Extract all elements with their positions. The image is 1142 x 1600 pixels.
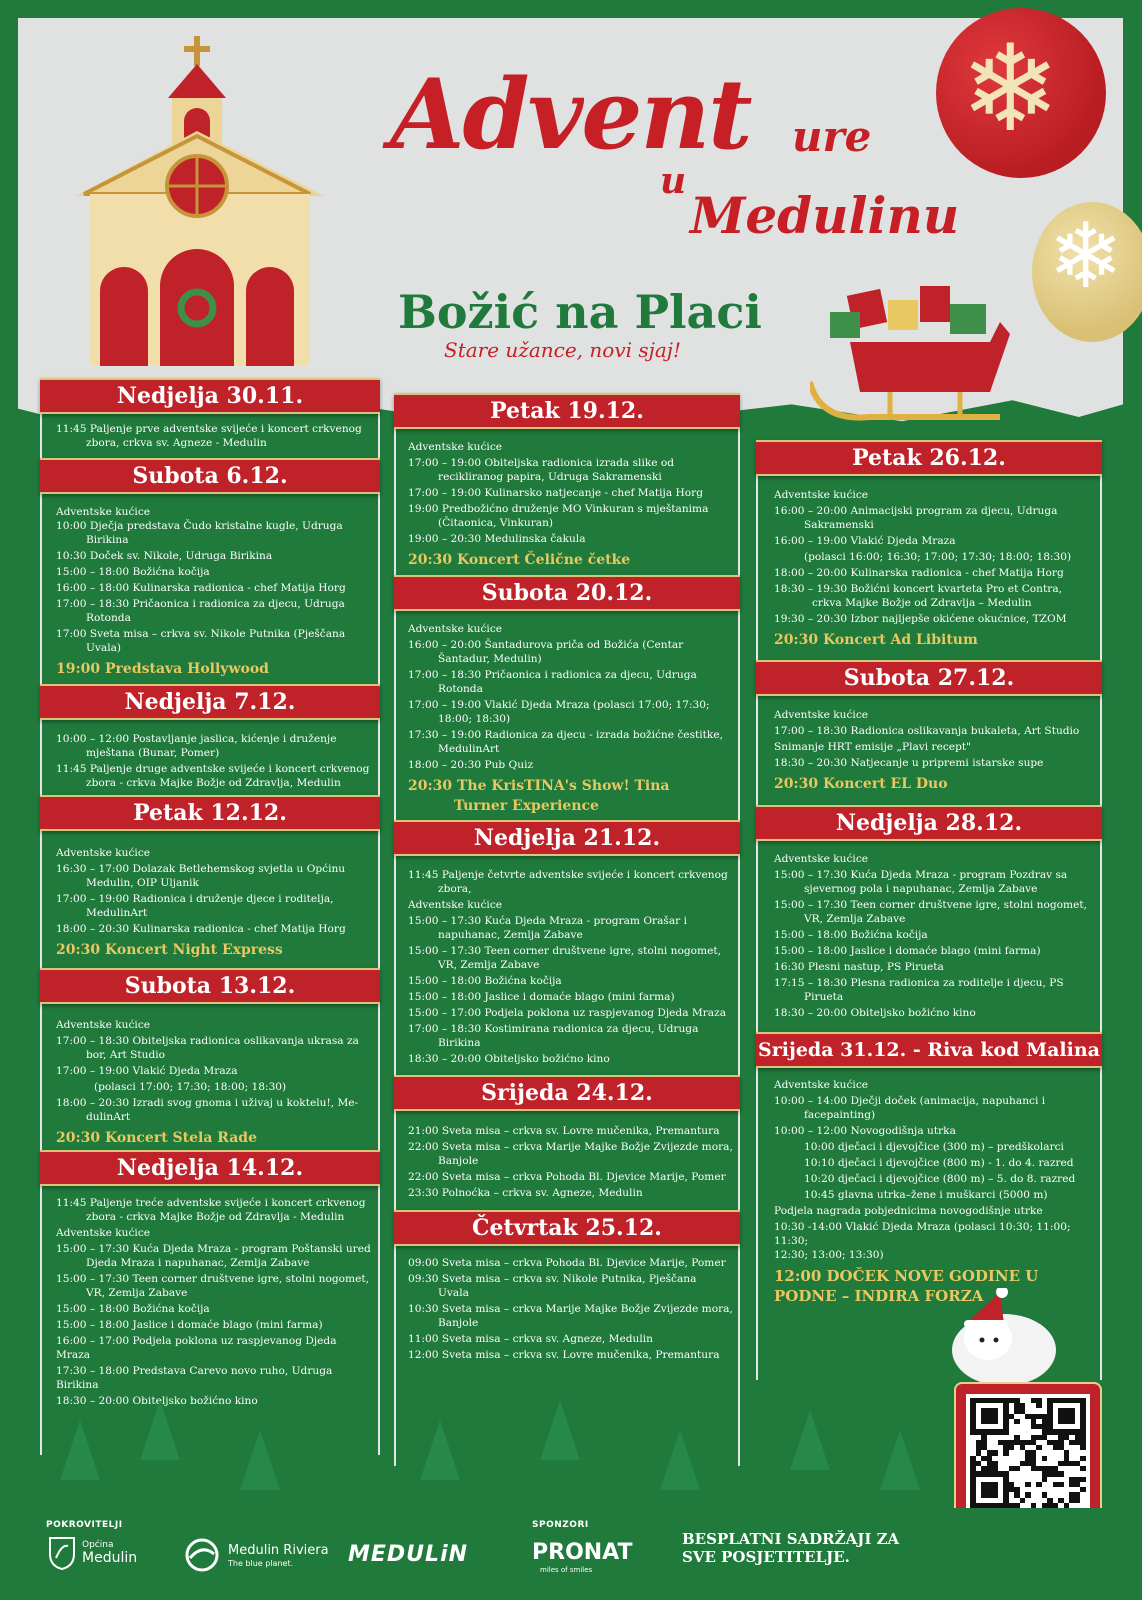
- event-line: 18:30 – 20:30 Natjecanje u pripremi istarske supe: [774, 757, 1044, 769]
- event-line: 15:00 – 18:00 Božićna kočija: [774, 929, 928, 941]
- highlight-event: PODNE – INDIRA FORZA: [774, 1287, 984, 1305]
- event-line: 18:00 – 20:30 Kulinarska radionica - chef Matija Horg: [56, 923, 346, 935]
- event-line: Banjole: [438, 1155, 479, 1167]
- event-line: Rotonda: [86, 612, 131, 624]
- tree-decoration: [60, 1420, 100, 1480]
- subtitle: Božić na Placi: [398, 285, 762, 339]
- event-line: (Čitaonica, Vinkuran): [438, 517, 554, 529]
- event-line: 16:00 – 19:00 Vlakić Djeda Mraza: [774, 535, 956, 547]
- event-line: Adventske kućice: [408, 441, 503, 453]
- event-line: Birikina: [438, 1037, 481, 1049]
- opcina-name: Medulin: [82, 1550, 138, 1566]
- event-line: 16:00 – 20:00 Šantadurova priča od Božića (Centar: [408, 639, 684, 651]
- tree-decoration: [660, 1430, 700, 1490]
- event-line: zbora - crkva Majke Božje od Zdravlja - Medulin: [86, 1211, 345, 1223]
- day-header: Nedjelja 21.12.: [394, 820, 740, 856]
- event-line: 15:00 – 18:00 Božićna kočija: [408, 975, 562, 987]
- event-line: sjevernog pola i napuhanac, Zemlja Zabave: [804, 883, 1038, 895]
- event-line: 10:30 Sveta misa – crkva Marije Majke Božje Zvijezde mora,: [408, 1303, 733, 1315]
- event-line: 16:00 – 17:00 Podjela poklona uz raspjevanog Djeda Mraza: [56, 1335, 337, 1361]
- event-line: dulinArt: [86, 1111, 131, 1123]
- day-events: [408, 1124, 734, 1200]
- event-line: 18:00 – 20:30 Izradi svog gnoma i uživaj u koktelu!, Me-: [56, 1097, 359, 1109]
- tree-decoration: [540, 1400, 580, 1460]
- event-line: Uvala: [438, 1287, 469, 1299]
- event-line: zbora, crkva sv. Agneze - Medulin: [86, 437, 267, 449]
- event-line: 19:00 – 20:30 Medulinska čakula: [408, 533, 586, 545]
- event-line: 12:00 Sveta misa – crkva sv. Lovre mučenika, Premantura: [408, 1349, 720, 1361]
- event-line: Adventske kućice: [56, 1019, 151, 1031]
- shield-icon: [48, 1536, 76, 1570]
- event-line: 10:00 – 14:00 Dječji doček (animacija, napuhanci i: [774, 1095, 1046, 1107]
- event-line: 15:00 – 18:00 Jaslice i domaće blago (mini farma): [408, 991, 675, 1003]
- day-events: [408, 440, 734, 570]
- qr-code[interactable]: [966, 1394, 1090, 1512]
- church-illustration: [76, 36, 324, 366]
- snowflake-icon: ❄: [960, 20, 1061, 159]
- event-line: 15:00 – 18:00 Jaslice i domaće blago (mini farma): [774, 945, 1041, 957]
- event-line: 17:00 – 18:30 Pričaonica i radionica za djecu, Udruga: [56, 598, 345, 610]
- day-header: Nedjelja 30.11.: [40, 378, 380, 414]
- event-line: napuhanac, Zemlja Zabave: [438, 929, 583, 941]
- event-line: MedulinArt: [86, 907, 148, 919]
- day-events: [774, 488, 1096, 650]
- day-events: [408, 868, 734, 1066]
- event-line: 22:00 Sveta misa – crkva Marije Majke Božje Zvijezde mora,: [408, 1141, 733, 1153]
- event-line: 15:00 – 17:30 Teen corner društvene igre, stolni nogomet,: [408, 945, 721, 957]
- event-line: facepainting): [804, 1109, 876, 1121]
- event-line: Adventske kućice: [408, 623, 503, 635]
- title-ure: ure: [792, 112, 872, 161]
- day-header: Subota 13.12.: [40, 968, 380, 1004]
- event-line: 21:00 Sveta misa – crkva sv. Lovre mučenika, Premantura: [408, 1125, 720, 1137]
- event-line: 11:45 Paljenje četvrte adventske svijeće i koncert crkvenog: [408, 869, 728, 881]
- event-line: 15:00 – 17:00 Podjela poklona uz raspjevanog Djeda Mraza: [408, 1007, 727, 1019]
- event-line: 10:00 dječaci i djevojčice (300 m) – predškolarci: [804, 1141, 1064, 1153]
- event-line: 15:00 – 18:00 Božićna kočija: [56, 1303, 210, 1315]
- free-content-notice: [682, 1530, 899, 1566]
- day-events: [56, 1196, 372, 1408]
- tree-decoration: [420, 1420, 460, 1480]
- event-line: 17:00 – 19:00 Vlakić Djeda Mraza (polasci 17:00; 17:30;: [408, 699, 710, 711]
- event-line: VR, Zemlja Zabave: [438, 959, 540, 971]
- event-line: 18:30 – 20:00 Obiteljsko božićno kino: [774, 1007, 976, 1019]
- day-events: [56, 732, 372, 790]
- event-line: Adventske kućice: [774, 853, 869, 865]
- event-line: 17:30 – 19:00 Radionica za djecu - izrada božićne čestitke,: [408, 729, 723, 741]
- event-line: 10:00 Dječja predstava Čudo kristalne kugle, Udruga: [56, 520, 343, 532]
- day-header: Srijeda 31.12. - Riva kod Malina: [756, 1032, 1102, 1068]
- event-line: (polasci 16:00; 16:30; 17:00; 17:30; 18:00; 18:30): [804, 551, 1072, 563]
- event-line: 18:30 – 20:00 Obiteljsko božićno kino: [56, 1395, 258, 1407]
- event-line: 10:00 – 12:00 Novogodišnja utrka: [774, 1125, 956, 1137]
- tree-decoration: [140, 1400, 180, 1460]
- event-line: 17:00 Sveta misa – crkva sv. Nikole Putnika (Pješčana: [56, 628, 346, 640]
- event-line: Snimanje HRT emisije „Plavi recept": [774, 741, 971, 753]
- event-line: Adventske kućice: [408, 899, 503, 911]
- event-line: Rotonda: [438, 683, 483, 695]
- day-header: Petak 26.12.: [756, 440, 1102, 476]
- event-line: Pirueta: [804, 991, 844, 1003]
- event-line: 22:00 Sveta misa – crkva Pohoda Bl. Djevice Marije, Pomer: [408, 1171, 726, 1183]
- day-header: Subota 27.12.: [756, 660, 1102, 696]
- event-line: Birikina: [86, 534, 129, 546]
- day-events: [774, 708, 1096, 794]
- event-line: Sakramenski: [804, 519, 874, 531]
- day-header: Srijeda 24.12.: [394, 1075, 740, 1111]
- event-line: Adventske kućice: [774, 489, 869, 501]
- event-line: 17:30 – 18:00 Predstava Carevo novo ruho, Udruga Birikina: [56, 1365, 333, 1391]
- event-line: 19:30 – 20:30 Izbor najljepše okićene okućnice, TZOM: [774, 613, 1067, 625]
- day-events: [56, 846, 372, 960]
- day-header: Četvrtak 25.12.: [394, 1210, 740, 1246]
- event-line: MedulinArt: [438, 743, 500, 755]
- medulin-logo: MEDULiN: [348, 1542, 469, 1567]
- event-line: 11:45 Paljenje druge adventske svijeće i koncert crkvenog: [56, 763, 370, 775]
- highlight-event: 20:30 The KrisTINA's Show! Tina: [408, 778, 670, 794]
- highlight-event: 20:30 Koncert Stela Rade: [56, 1130, 258, 1146]
- day-events: [774, 1078, 1096, 1306]
- event-line: 16:30 – 17:00 Dolazak Betlehemskog svjetla u Općinu: [56, 863, 346, 875]
- event-line: zbora - crkva Majke Božje od Zdravlja, Medulin: [86, 777, 341, 789]
- event-line: VR, Zemlja Zabave: [86, 1287, 188, 1299]
- event-line: 15:00 – 17:30 Teen corner društvene igre, stolni nogomet,: [774, 899, 1087, 911]
- event-line: 15:00 – 17:30 Kuća Djeda Mraza - program Pozdrav sa: [774, 869, 1068, 881]
- event-line: 18:30 – 20:00 Obiteljsko božićno kino: [408, 1053, 610, 1065]
- event-line: 17:00 – 19:00 Kulinarsko natjecanje - chef Matija Horg: [408, 487, 703, 499]
- event-line: 11:00 Sveta misa – crkva sv. Agneze, Medulin: [408, 1333, 653, 1345]
- day-events: [408, 1256, 734, 1362]
- day-events: [56, 505, 372, 679]
- opcina-label: Općina: [82, 1540, 114, 1550]
- event-line: Adventske kućice: [56, 506, 151, 518]
- event-line: 11:45 Paljenje prve adventske svijeće i koncert crkvenog: [56, 423, 362, 435]
- highlight-event: 20:30 Koncert Čelične četke: [408, 552, 631, 568]
- riviera-logo-icon: [182, 1538, 222, 1572]
- event-line: 10:20 dječaci i djevojčice (800 m) – 5. do 8. razred: [804, 1173, 1076, 1185]
- highlight-event: 20:30 Koncert Night Express: [56, 942, 283, 958]
- pronat-subtitle: miles of smiles: [540, 1566, 593, 1574]
- event-line: 23:30 Polnoćka – crkva sv. Agneze, Medulin: [408, 1187, 643, 1199]
- riviera-subtitle: The blue planet.: [228, 1559, 294, 1568]
- event-line: crkva Majke Božje od Zdravlja – Medulin: [812, 597, 1032, 609]
- tree-decoration: [240, 1430, 280, 1490]
- day-header: Nedjelja 14.12.: [40, 1150, 380, 1186]
- event-line: 10:30 Doček sv. Nikole, Udruga Birikina: [56, 550, 273, 562]
- event-line: (polasci 17:00; 17:30; 18:00; 18:30): [94, 1081, 287, 1093]
- event-line: 12:30; 13:00; 13:30): [774, 1249, 884, 1261]
- day-header: Nedjelja 7.12.: [40, 684, 380, 720]
- title-u: u: [660, 160, 687, 202]
- event-line: Adventske kućice: [56, 847, 151, 859]
- event-line: 15:00 – 17:30 Kuća Djeda Mraza - program Poštanski ured: [56, 1243, 371, 1255]
- event-line: Uvala): [86, 642, 122, 654]
- event-line: 15:00 – 18:00 Jaslice i domaće blago (mini farma): [56, 1319, 323, 1331]
- event-line: Šantadur, Medulin): [438, 653, 542, 665]
- tagline: Stare užance, novi sjaj!: [444, 338, 681, 362]
- event-line: bor, Art Studio: [86, 1049, 166, 1061]
- event-line: recikliranog papira, Udruga Sakramenski: [438, 471, 662, 483]
- event-line: Djeda Mraza i napuhanac, Zemlja Zabave: [86, 1257, 310, 1269]
- event-line: Adventske kućice: [56, 1227, 151, 1239]
- event-line: zbora,: [438, 883, 472, 895]
- event-line: 10:00 – 12:00 Postavljanje jaslica, kićenje i druženje: [56, 733, 337, 745]
- event-line: 17:00 – 18:30 Obiteljska radionica oslikavanja ukrasa za: [56, 1035, 359, 1047]
- tree-decoration: [880, 1430, 920, 1490]
- event-line: 15:00 – 18:00 Božićna kočija: [56, 566, 210, 578]
- day-events: [408, 622, 734, 816]
- event-line: 17:00 – 19:00 Vlakić Djeda Mraza: [56, 1065, 238, 1077]
- event-line: 18:30 – 19:30 Božićni koncert kvarteta Pro et Contra,: [774, 583, 1063, 595]
- pronat-logo: PRONAT: [532, 1540, 633, 1565]
- event-line: 17:00 – 18:30 Kostimirana radionica za djecu, Udruga: [408, 1023, 699, 1035]
- day-header: Subota 20.12.: [394, 575, 740, 611]
- event-line: 15:00 – 17:30 Teen corner društvene igre, stolni nogomet,: [56, 1273, 369, 1285]
- event-line: 17:00 – 18:30 Pričaonica i radionica za djecu, Udruga: [408, 669, 697, 681]
- title-advent: Advent: [390, 58, 751, 171]
- event-line: 11:45 Paljenje treće adventske svijeće i koncert crkvenog: [56, 1197, 366, 1209]
- highlight-event: 20:30 Koncert EL Duo: [774, 776, 948, 792]
- event-line: Podjela nagrada pobjednicima novogodišnje utrke: [774, 1205, 1043, 1217]
- event-line: Medulin, OIP Uljanik: [86, 877, 199, 889]
- event-line: mještana (Bunar, Pomer): [86, 747, 220, 759]
- highlight-event: 20:30 Koncert Ad Libitum: [774, 632, 978, 648]
- event-line: Banjole: [438, 1317, 479, 1329]
- snowflake-icon: ❄: [1048, 204, 1124, 309]
- event-line: 10:10 dječaci i djevojčice (800 m) - 1. do 4. razred: [804, 1157, 1074, 1169]
- day-events: [774, 852, 1096, 1020]
- event-line: 10:45 glavna utrka–žene i muškarci (5000 m): [804, 1189, 1048, 1201]
- event-line: 15:00 – 17:30 Kuća Djeda Mraza - program Orašar i: [408, 915, 687, 927]
- event-line: 17:00 – 18:30 Radionica oslikavanja bukaleta, Art Studio: [774, 725, 1080, 737]
- event-line: 09:30 Sveta misa – crkva sv. Nikole Putnika, Pješčana: [408, 1273, 697, 1285]
- event-line: Adventske kućice: [774, 1079, 869, 1091]
- day-events: [56, 422, 372, 450]
- sponsors-label: POKROVITELJI: [46, 1520, 123, 1530]
- event-line: 18:00; 18:30): [438, 713, 511, 725]
- event-line: 10:30 -14:00 Vlakić Djeda Mraza (polasci 10:30; 11:00; 11:30;: [774, 1221, 1071, 1247]
- event-line: VR, Zemlja Zabave: [804, 913, 906, 925]
- event-line: 18:00 – 20:00 Kulinarska radionica - chef Matija Horg: [774, 567, 1064, 579]
- free-line: BESPLATNI SADRŽAJI ZA: [682, 1530, 900, 1548]
- sponsors-label: SPONZORI: [532, 1520, 589, 1530]
- tree-decoration: [790, 1410, 830, 1470]
- riviera-name: Medulin Riviera: [228, 1543, 329, 1558]
- event-line: 18:00 – 20:30 Pub Quiz: [408, 759, 534, 771]
- highlight-event: Turner Experience: [454, 798, 599, 814]
- event-line: 16:00 – 20:00 Animacijski program za djecu, Udruga: [774, 505, 1058, 517]
- event-line: 17:15 – 18:30 Plesna radionica za roditelje i djecu, PS: [774, 977, 1064, 989]
- event-line: 19:00 Predbožićno druženje MO Vinkuran s mještanima: [408, 503, 709, 515]
- event-line: 09:00 Sveta misa – crkva Pohoda Bl. Djevice Marije, Pomer: [408, 1257, 726, 1269]
- free-line: SVE POSJETITELJE.: [682, 1548, 850, 1566]
- day-header: Petak 19.12.: [394, 393, 740, 429]
- sheep-illustration: [944, 1288, 1064, 1388]
- day-header: Nedjelja 28.12.: [756, 805, 1102, 841]
- sleigh-illustration: [810, 282, 1020, 432]
- highlight-event: 19:00 Predstava Hollywood: [56, 661, 269, 677]
- event-line: Adventske kućice: [774, 709, 869, 721]
- event-line: 16:00 – 18:00 Kulinarska radionica - chef Matija Horg: [56, 582, 346, 594]
- event-line: 17:00 – 19:00 Obiteljska radionica izrada slike od: [408, 457, 675, 469]
- day-header: Subota 6.12.: [40, 458, 380, 494]
- title-medulinu: Medulinu: [690, 186, 960, 245]
- event-line: 17:00 – 19:00 Radionica i druženje djece i roditelja,: [56, 893, 334, 905]
- highlight-event: 12:00 DOČEK NOVE GODINE U: [774, 1267, 1039, 1285]
- day-events: [56, 1018, 372, 1148]
- day-header: Petak 12.12.: [40, 795, 380, 831]
- event-line: 16:30 Plesni nastup, PS Pirueta: [774, 961, 944, 973]
